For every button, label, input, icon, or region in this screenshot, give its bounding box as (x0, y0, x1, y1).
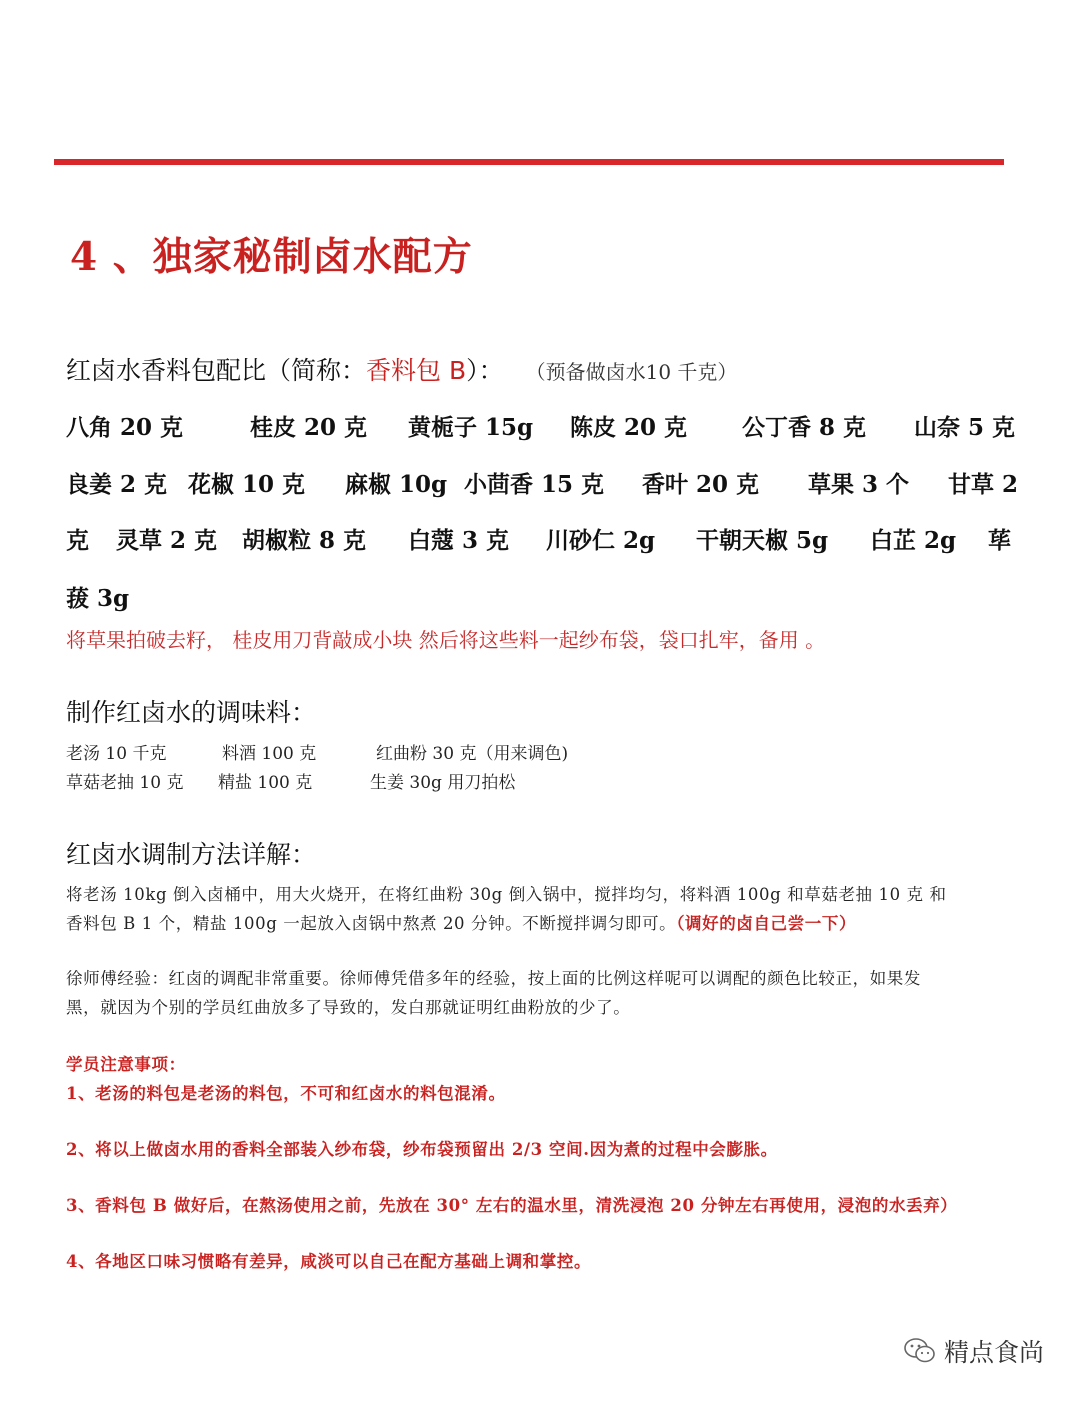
note-item-4: 4、各地区口味习惯略有差异，咸淡可以自己在配方基础上调和掌控。 (66, 1252, 592, 1271)
spice-item: 克 (66, 527, 89, 554)
spice-row-4 (66, 580, 1016, 610)
spice-row-1 (66, 409, 1016, 439)
spice-item: 八角 20 克 (66, 414, 184, 441)
seasoning-row-2 (66, 768, 766, 792)
spice-pack-heading-suffix: ）： (466, 356, 504, 385)
method-heading: 红卤水调制方法详解： (66, 840, 317, 869)
spice-item: 荜 (988, 527, 1011, 554)
note-item-3: 3、香料包 B 做好后，在熬汤使用之前，先放在 30° 左右的温水里，清洗浸泡 20 分钟左右再使用，浸泡的水丢弃） (66, 1196, 958, 1215)
seasoning-item: 红曲粉 30 克（用来调色) (376, 744, 569, 764)
note-item-2: 2、将以上做卤水用的香料全部装入纱布袋，纱布袋预留出 2/3 空间.因为煮的过程中会膨胀。 (66, 1140, 778, 1159)
notes-heading: 学员注意事项： (66, 1055, 186, 1074)
method-taste-tip: （调好的卤自己尝一下） (676, 914, 857, 933)
spice-item: 花椒 10 克 (188, 471, 306, 498)
spice-item: 陈皮 20 克 (570, 414, 688, 441)
account-watermark (904, 1333, 1044, 1369)
spice-pack-heading-prefix: 红卤水香料包配比（简称： (66, 356, 367, 385)
spice-pack-heading (66, 351, 737, 387)
seasoning-row-1 (66, 739, 766, 763)
spice-pack-quantity-note: （预备做卤水10 千克） (525, 360, 738, 384)
spice-item: 麻椒 10g (345, 471, 448, 498)
spice-item: 川砂仁 2g (546, 527, 656, 554)
watermark-text: 精点食尚 (943, 1338, 1044, 1367)
spice-pack-name: 香料包 B (366, 356, 467, 385)
spice-row-3 (66, 522, 1016, 552)
seasoning-item: 精盐 100 克 (218, 773, 313, 793)
method-line-2 (66, 910, 856, 934)
spice-item: 甘草 2 (948, 471, 1019, 498)
spice-item: 桂皮 20 克 (250, 414, 368, 441)
spice-prep-note: 将草果拍破去籽， 桂皮用刀背敲成小块 然后将这些料一起纱布袋，袋口扎牢，备用 。 (66, 628, 826, 652)
spice-item: 胡椒粒 8 克 (242, 527, 367, 554)
spice-item: 干朝天椒 5g (696, 527, 829, 554)
note-item-1: 1、老汤的料包是老汤的料包，不可和红卤水的料包混淆。 (66, 1084, 506, 1103)
seasoning-item: 老汤 10 千克 (66, 744, 167, 764)
spice-item: 山奈 5 克 (914, 414, 1016, 441)
spice-item: 白蔻 3 克 (408, 527, 510, 554)
experience-line-2: 黑，就因为个别的学员红曲放多了导致的，发白那就证明红曲粉放的少了。 (66, 998, 631, 1017)
spice-item: 香叶 20 克 (642, 471, 760, 498)
top-divider (54, 159, 1004, 165)
spice-item: 白芷 2g (870, 527, 957, 554)
spice-row-2 (66, 466, 1019, 498)
seasoning-heading: 制作红卤水的调味料： (66, 698, 317, 727)
spice-item: 草果 3 个 (808, 471, 910, 498)
spice-item: 菝 3g (66, 585, 130, 612)
seasoning-item: 草菇老抽 10 克 (66, 773, 184, 793)
spice-item: 黄栀子 15g (408, 414, 534, 441)
experience-line-1: 徐师傅经验：红卤的调配非常重要。徐师傅凭借多年的经验，按上面的比例这样呢可以调配的颜色比较正，如果发 (66, 969, 921, 988)
spice-item: 公丁香 8 克 (742, 414, 867, 441)
wechat-icon (904, 1337, 936, 1365)
seasoning-item: 料酒 100 克 (222, 744, 317, 764)
method-line-1: 将老汤 10kg 倒入卤桶中，用大火烧开，在将红曲粉 30g 倒入锅中，搅拌均匀，将料酒 100g 和草菇老抽 10 克 和 (66, 885, 947, 904)
spice-item: 良姜 2 克 (66, 471, 168, 498)
spice-item: 灵草 2 克 (116, 527, 218, 554)
seasoning-item: 生姜 30g 用刀拍松 (370, 773, 516, 793)
method-line-2-text: 香料包 B 1 个，精盐 100g 一起放入卤锅中熬煮 20 分钟。不断搅拌调匀即可。 (66, 914, 677, 933)
section-title: 4 、独家秘制卤水配方 (70, 234, 473, 280)
spice-item: 小茴香 15 克 (464, 471, 605, 498)
